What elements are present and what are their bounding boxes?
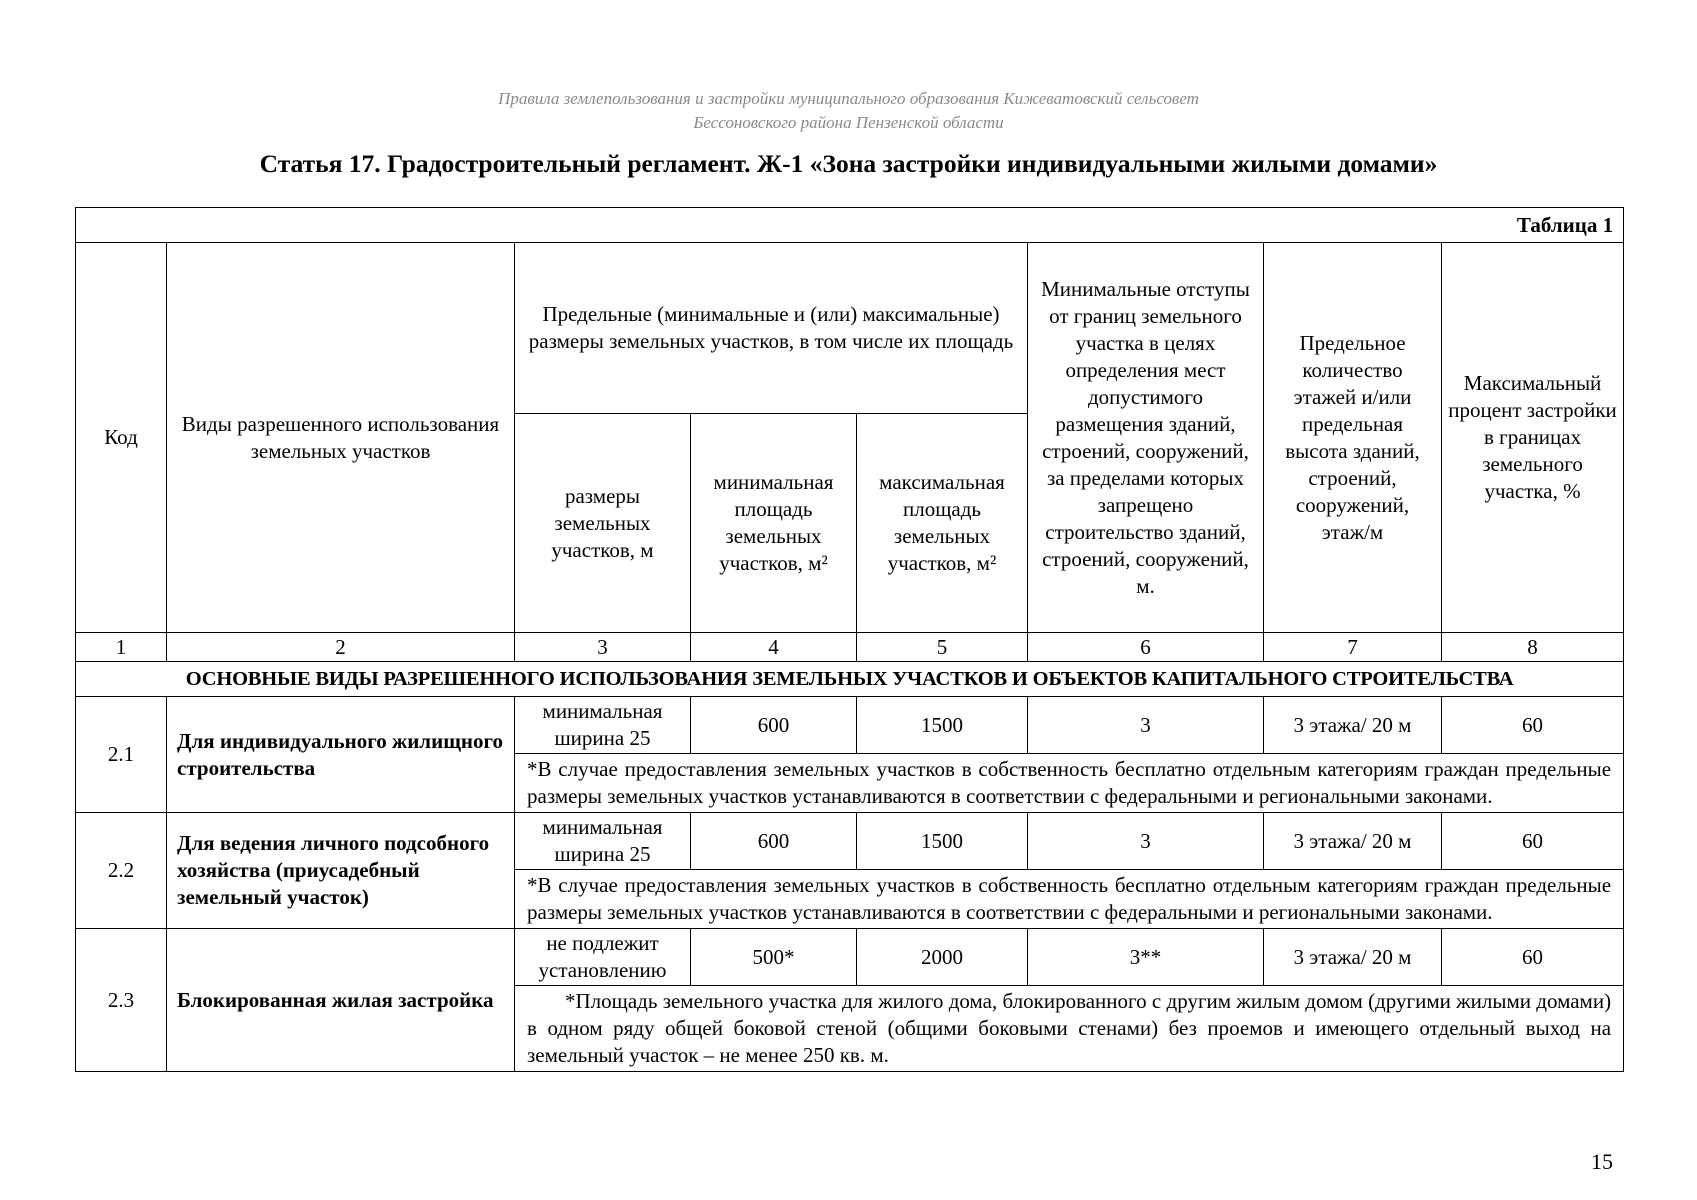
row-max-area: 1500 (857, 813, 1028, 870)
header-floors: Предельное количество этажей и/или предельная высота зданий, строений, сооружений, этаж/м (1264, 243, 1442, 633)
row-min-area: 600 (691, 813, 857, 870)
table-row (76, 813, 1624, 870)
header-use-types: Виды разрешенного использования земельных участков (167, 243, 515, 633)
table-row (76, 929, 1624, 986)
row-code: 2.2 (76, 813, 167, 929)
table-row (76, 697, 1624, 754)
header-size-group: Предельные (минимальные и (или) максимальные) размеры земельных участков, в том числе их площадь (515, 243, 1028, 414)
row-use-name: Для ведения личного подсобного хозяйства (приусадебный земельный участок) (167, 813, 515, 929)
row-max-area: 1500 (857, 697, 1028, 754)
row-setback: 3 (1028, 697, 1264, 754)
column-number: 6 (1028, 633, 1264, 662)
row-min-area: 600 (691, 697, 857, 754)
row-floors: 3 этажа/ 20 м (1264, 813, 1442, 870)
column-number: 8 (1442, 633, 1624, 662)
row-sizes: минимальная ширина 25 (515, 813, 691, 870)
column-number: 4 (691, 633, 857, 662)
header-code: Код (76, 243, 167, 633)
row-setback: 3 (1028, 813, 1264, 870)
page-number: 15 (1591, 1149, 1613, 1174)
header-coverage: Максимальный процент застройки в границах земельного участка, % (1442, 243, 1624, 633)
row-floors: 3 этажа/ 20 м (1264, 697, 1442, 754)
row-floors: 3 этажа/ 20 м (1264, 929, 1442, 986)
running-header-line-2: Бессоновского района Пензенской области (693, 113, 1004, 132)
header-sizes: размеры земельных участков, м (515, 414, 691, 633)
column-number: 2 (167, 633, 515, 662)
row-setback: 3** (1028, 929, 1264, 986)
row-min-area: 500* (691, 929, 857, 986)
header-min-area: минимальная площадь земельных участков, м² (691, 414, 857, 633)
row-use-name: Блокированная жилая застройка (167, 929, 515, 1072)
column-number: 5 (857, 633, 1028, 662)
row-note: *В случае предоставления земельных участков в собственность бесплатно отдельным категориям граждан предельные размеры земельных участков устанавливаются в соответствии с федеральными и региональными законами. (515, 870, 1624, 929)
column-number: 7 (1264, 633, 1442, 662)
row-coverage: 60 (1442, 697, 1624, 754)
table-caption: Таблица 1 (76, 208, 1624, 243)
row-max-area: 2000 (857, 929, 1028, 986)
running-header-line-1: Правила землепользования и застройки муниципального образования Кижеватовский сельсовет (498, 89, 1199, 108)
column-number-row (76, 633, 1624, 662)
header-setbacks: Минимальные отступы от границ земельного участка в целях определения мест допустимого размещения зданий, строений, сооружений, за пределами которых запрещено строительство зданий, строений, сооружений, м. (1028, 243, 1264, 633)
column-number: 3 (515, 633, 691, 662)
regulation-table (75, 207, 1624, 1072)
row-sizes: минимальная ширина 25 (515, 697, 691, 754)
row-coverage: 60 (1442, 929, 1624, 986)
row-use-name: Для индивидуального жилищного строительства (167, 697, 515, 813)
row-code: 2.1 (76, 697, 167, 813)
row-coverage: 60 (1442, 813, 1624, 870)
row-note: *В случае предоставления земельных участков в собственность бесплатно отдельным категориям граждан предельные размеры земельных участков устанавливаются в соответствии с федеральными и региональными законами. (515, 754, 1624, 813)
row-note: *Площадь земельного участка для жилого дома, блокированного с другим жилым домом (другими жилыми домами) в одном ряду общей боковой стеной (общими боковыми стенами) без проемов и имеющего отдельный выход на земельный участок – не менее 250 кв. м. (515, 986, 1624, 1072)
header-max-area: максимальная площадь земельных участков, м² (857, 414, 1028, 633)
section-title: ОСНОВНЫЕ ВИДЫ РАЗРЕШЕННОГО ИСПОЛЬЗОВАНИЯ ЗЕМЕЛЬНЫХ УЧАСТКОВ И ОБЪЕКТОВ КАПИТАЛЬНОГО СТРОИТЕЛЬСТВА (76, 662, 1624, 697)
row-code: 2.3 (76, 929, 167, 1072)
article-title: Статья 17. Градостроительный регламент. Ж-1 «Зона застройки индивидуальными жилыми домами» (259, 149, 1438, 178)
row-sizes: не подлежит установлению (515, 929, 691, 986)
column-number: 1 (76, 633, 167, 662)
